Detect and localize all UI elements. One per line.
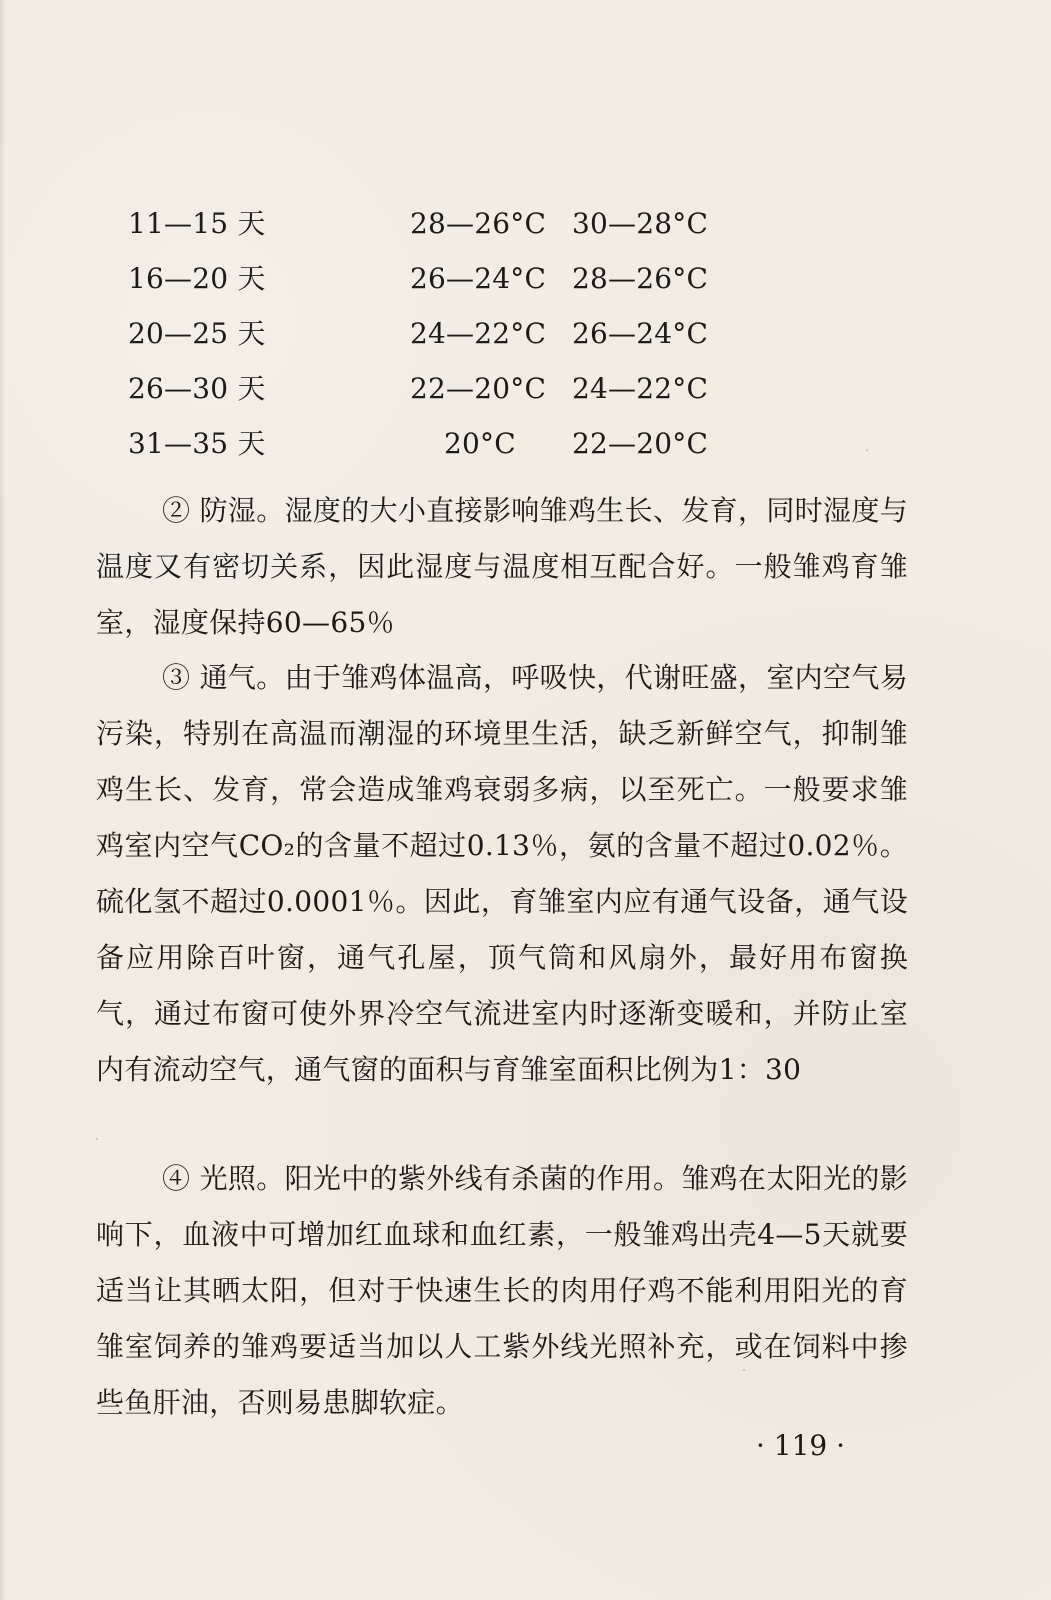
temperature-a: 24—22°C — [410, 317, 547, 350]
age-range: 31—35 天 — [128, 427, 266, 460]
humidity-paragraph — [96, 483, 908, 651]
paper-speck — [743, 1369, 745, 1371]
table-row — [0, 422, 1051, 466]
temperature-b: 24—22°C — [572, 372, 709, 405]
temperature-b: 30—28°C — [572, 207, 709, 240]
page-number: · 119 · — [756, 1429, 846, 1462]
ventilation-paragraph — [96, 650, 908, 1098]
temperature-table — [0, 202, 1051, 477]
ventilation-text: ③ 通气。由于雏鸡体温高，呼吸快，代谢旺盛，室内空气易污染，特别在高温而潮湿的环境里生活，缺乏新鲜空气，抑制雏鸡生长、发育，常会造成雏鸡衰弱多病，以至死亡。一般要求雏鸡室内空气CO₂的含量不超过0.13％，氨的含量不超过0.02％。硫化氢不超过0.0001％。因此，育雏室内应有通气设备，通气设备应用除百叶窗，通气孔屋，顶气筒和风扇外，最好用布窗换气，通过布窗可使外界冷空气流进室内时逐渐变暖和，并防止室内有流动空气，通气窗的面积与育雏室面积比例为1：30 — [96, 661, 908, 1086]
table-row — [0, 202, 1051, 246]
temperature-b: 22—20°C — [572, 427, 709, 460]
paper-speck — [96, 1138, 98, 1140]
lighting-paragraph — [96, 1151, 908, 1431]
table-row — [0, 257, 1051, 301]
temperature-b: 28—26°C — [572, 262, 709, 295]
age-range: 16—20 天 — [128, 262, 266, 295]
temperature-a: 20°C — [444, 427, 516, 460]
age-range: 26—30 天 — [128, 372, 266, 405]
temperature-b: 26—24°C — [572, 317, 709, 350]
lighting-text: ④ 光照。阳光中的紫外线有杀菌的作用。雏鸡在太阳光的影响下，血液中可增加红血球和血红素，一般雏鸡出壳4—5天就要适当让其晒太阳，但对于快速生长的肉用仔鸡不能利用阳光的育雏室饲养的雏鸡要适当加以人工紫外线光照补充，或在饲料中掺些鱼肝油，否则易患脚软症。 — [96, 1162, 908, 1419]
table-row — [0, 312, 1051, 356]
humidity-text: ② 防湿。湿度的大小直接影响雏鸡生长、发育，同时湿度与温度又有密切关系，因此湿度与温度相互配合好。一般雏鸡育雏室，湿度保持60—65％ — [96, 494, 908, 639]
paper-speck — [866, 449, 868, 451]
age-range: 20—25 天 — [128, 317, 266, 350]
table-row — [0, 367, 1051, 411]
temperature-a: 28—26°C — [410, 207, 547, 240]
temperature-a: 26—24°C — [410, 262, 547, 295]
temperature-a: 22—20°C — [410, 372, 547, 405]
age-range: 11—15 天 — [128, 207, 266, 240]
